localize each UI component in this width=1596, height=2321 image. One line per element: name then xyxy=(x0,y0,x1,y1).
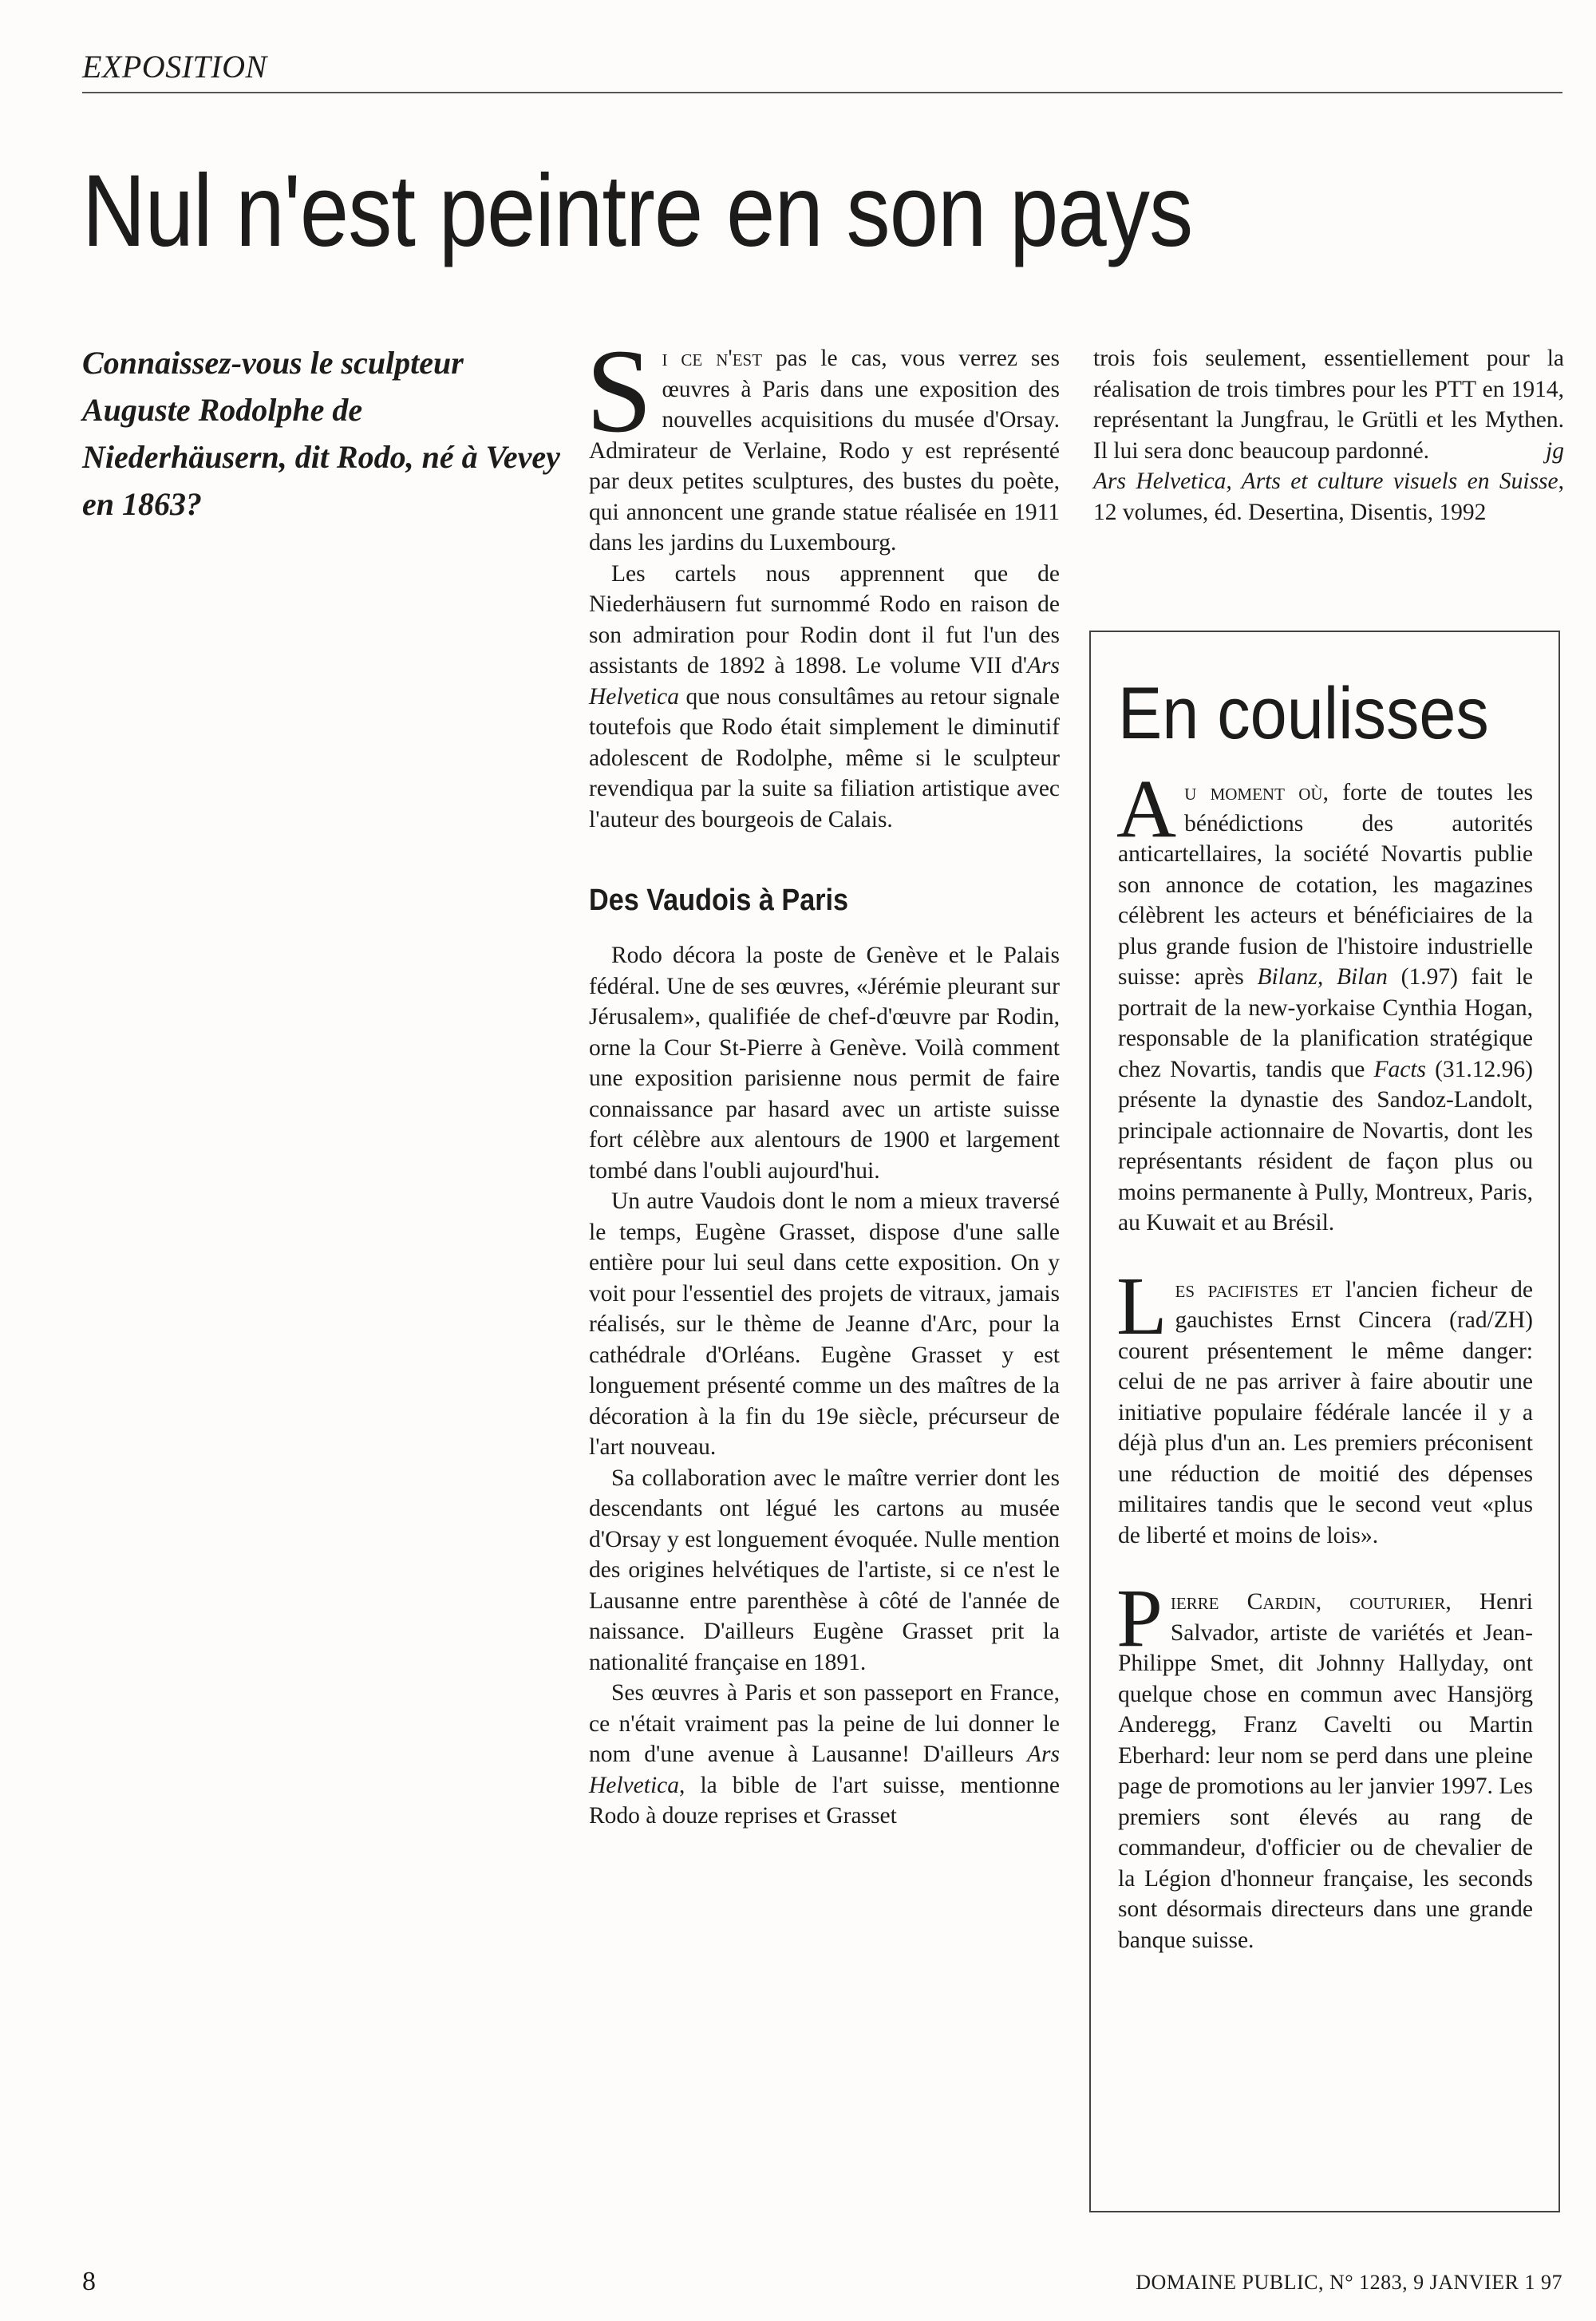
bibliographic-reference xyxy=(1093,466,1564,528)
reference-title: Ars Helvetica, Arts et culture visuels en Suisse xyxy=(1093,469,1558,494)
box-paragraph xyxy=(1116,1572,1533,1955)
lead-in: es pacifistes et xyxy=(1175,1276,1333,1303)
book-title: Ars Helvetica xyxy=(589,653,1060,710)
article-paragraph xyxy=(586,325,1060,559)
drop-cap: A xyxy=(1116,763,1177,855)
box-paragraph xyxy=(1116,763,1534,1239)
page-number: 8 xyxy=(82,2267,96,2296)
article-column-2 xyxy=(586,325,1060,1832)
publication-footer: DOMAINE PUBLIC, N° 1283, 9 JANVIER 1 97 xyxy=(1136,2271,1562,2294)
article-paragraph: Un autre Vaudois dont le nom a mieux traversé le temps, Eugène Grasset, dispose d'une salle entière pour lui seul dans cette exposition. On y voit pour l'essentiel des projets de vitraux, jamais réalisés, sur le thème de Jeanne d'Arc, pour la cathédrale d'Orléans. Eugène Grasset y est longuement présenté comme un des maîtres de la décoration à la fin du 19e siècle, précurseur de l'art nouveau. xyxy=(589,1188,1060,1460)
section-label: EXPOSITION xyxy=(82,49,267,85)
paragraph-text: que nous consultâmes au retour signale toutefois que Rodo était simplement le diminutif adolescent de Rodolphe, même si le sculpteur revendiqua par la suite sa filiation artistique avec l'auteur des bourgeois de Calais. xyxy=(589,683,1060,832)
sidebar-box xyxy=(1089,631,1560,2212)
article-paragraph xyxy=(589,1678,1060,1832)
publication-name: Facts xyxy=(1373,1056,1426,1082)
drop-cap: P xyxy=(1116,1572,1163,1664)
article-paragraph: Rodo décora la poste de Genève et le Palais fédéral. Une de ses œuvres, «Jérémie pleurant sur Jérusalem», qualifiée de chef-d'œuvre par Rodin, orne la Cour St-Pierre à Genève. Voilà comment une exposition parisienne nous permit de faire connaissance par hasard avec un artiste suisse fort célèbre aux alentours de 1900 et largement tombé dans l'oubli aujourd'hui. xyxy=(589,943,1060,1184)
subheading: Des Vaudois à Paris xyxy=(589,884,849,917)
paragraph-text: Les cartels nous apprennent que de Niederhäusern fut surnommé Rodo en raison de son admiration pour Rodin dont il fut l'un des assistants de 1892 à 1898. Le volume VII d' xyxy=(589,560,1060,678)
lead-question: Connaissez-vous le sculpteur Auguste Rodolphe de Niederhäusern, dit Rodo, né à Vevey en 1863? xyxy=(82,345,560,522)
paragraph-text: trois fois seulement, essentiellement pour la réalisation de trois timbres pour les PTT en 1914, représentant la Jungfrau, le Grütli et les Mythen. Il lui sera donc beaucoup pardonné. xyxy=(1093,346,1564,464)
header-rule xyxy=(82,92,1562,93)
paragraph-text: , la bible de l'art suisse, mentionne Rodo à douze reprises et Grasset xyxy=(589,1772,1060,1829)
box-title: En coulisses xyxy=(1118,673,1489,754)
book-title: Ars Helvetica xyxy=(589,1742,1060,1798)
drop-cap: L xyxy=(1116,1259,1167,1352)
lead-in: u moment où, xyxy=(1184,780,1329,805)
article-column-3 xyxy=(1093,343,1564,528)
paragraph-text: (31.12.96) présente la dynastie des Sandoz-Landolt, principale actionnaire de Novartis, dont les représentants résident de façon plus ou moins permanente à Pully, Montreux, Paris, au Kuwait et au Brésil. xyxy=(1118,1056,1533,1236)
box-paragraph xyxy=(1116,1259,1533,1552)
article-paragraph xyxy=(589,559,1060,836)
article-paragraph: Sa collaboration avec le maître verrier dont les descendants ont légué les cartons au musée d'Orsay y est longuement évoquée. Nulle mention des origines helvétiques de l'artiste, si ce n'est le Lausanne entre parenthèse à côté de l'année de naissance. D'ailleurs Eugène Grasset prit la nationalité française en 1891. xyxy=(589,1465,1060,1675)
lead-in: ierre Cardin, couturier, xyxy=(1170,1589,1452,1615)
paragraph-text: forte de toutes les bénédictions des autorités anticartellaires, la société Novartis publie son annonce de cotation, les magazines célèbrent les acteurs et bénéficiaires de la plus grande fusion de l'histoire industrielle suisse: après xyxy=(1118,780,1533,990)
paragraph-text: pas le cas, vous verrez ses œuvres à Paris dans une exposition des nouvelles acquisitions du musée d'Orsay. Admirateur de Verlaine, Rodo y est représenté par deux petites sculptures, des bustes du poète, qui annoncent une grande statue réalisée en 1911 dans les jardins du Luxembourg. xyxy=(589,346,1060,556)
reference-details: , 12 volumes, éd. Desertina, Disentis, 1992 xyxy=(1093,469,1564,525)
paragraph-text: (1.97) fait le portrait de la new-yorkaise Cynthia Hogan, responsable de la planification stratégique chez Novartis, tandis que xyxy=(1118,964,1534,1082)
paragraph-text: Henri Salvador, artiste de variétés et Jean-Philippe Smet, dit Johnny Hallyday, ont quelque chose en commun avec Hansjörg Anderegg, Franz Cavelti ou Martin Eberhard: leur nom se perd dans une pleine page de promotions au ler janvier 1997. Les premiers sont élevés au rang de commandeur, d'officier ou de chevalier de la Légion d'honneur française, les seconds sont désormais directeurs dans une grande banque suisse. xyxy=(1118,1589,1533,1953)
headline: Nul n'est peintre en son pays xyxy=(82,154,1193,268)
paragraph-text: l'ancien ficheur de gauchistes Ernst Cincera (rad/ZH) courent présentement le même danger: celui de ne pas arriver à faire aboutir une initiative populaire fédérale lancée il y a déjà plus d'un an. Les premiers préconisent une réduction de moitié des dépenses militaires tandis que le second veut «plus de liberté et moins de lois». xyxy=(1118,1276,1533,1548)
lead-in: i ce n'est xyxy=(662,346,763,371)
drop-cap: S xyxy=(586,325,653,457)
article-paragraph xyxy=(1093,343,1564,466)
author-signature: jg xyxy=(1546,437,1564,464)
paragraph-text: Ses œuvres à Paris et son passeport en France, ce n'était vraiment pas la peine de lui donner le nom d'une avenue à Lausanne! D'ailleurs xyxy=(589,1680,1060,1767)
publication-name: Bilanz, Bilan xyxy=(1257,964,1388,990)
